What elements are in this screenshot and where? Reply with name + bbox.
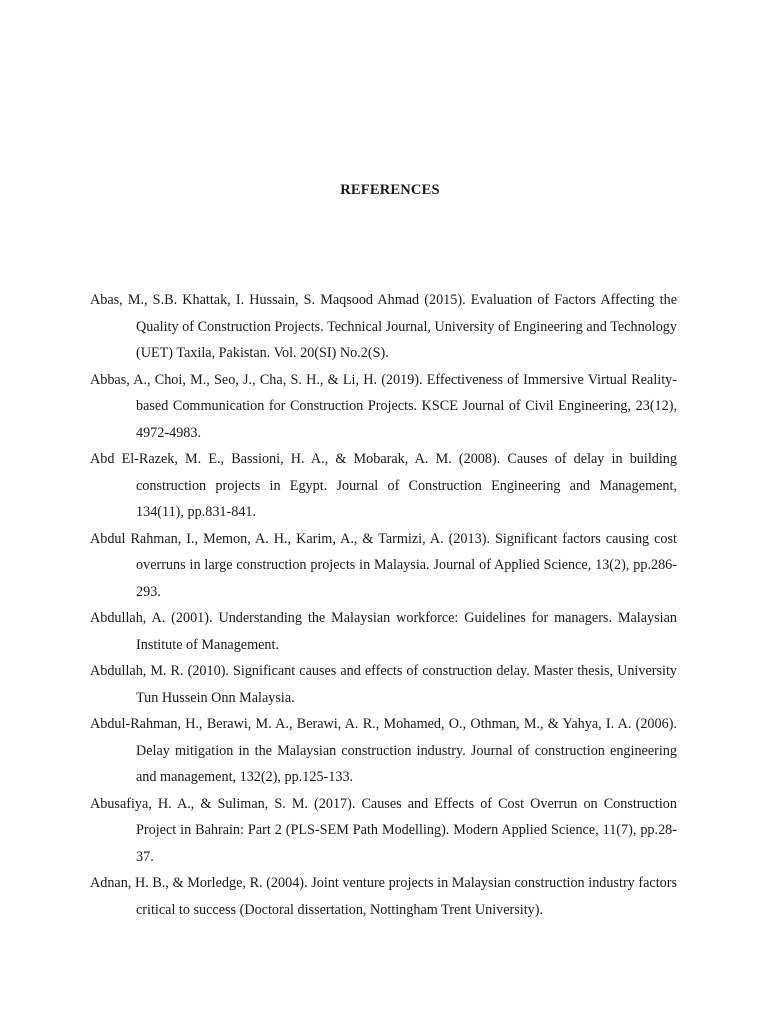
references-heading: REFERENCES — [340, 182, 440, 198]
reference-entry: Abd El-Razek, M. E., Bassioni, H. A., & Mobarak, A. M. (2008). Causes of delay in building construction projects in Egypt. Journal of Construction Engineering and Management, 134(11), pp.831-841. — [90, 451, 677, 520]
reference-entry: Abbas, A., Choi, M., Seo, J., Cha, S. H., & Li, H. (2019). Effectiveness of Immersive Virtual Reality-based Communication for Construction Projects. KSCE Journal of Civil Engineering, 23(12), 4972-4983. — [90, 371, 677, 441]
reference-entry: Adnan, H. B., & Morledge, R. (2004). Joint venture projects in Malaysian construction industry factors critical to success (Doctoral dissertation, Nottingham Trent University). — [90, 875, 677, 918]
reference-entry: Abdul Rahman, I., Memon, A. H., Karim, A., & Tarmizi, A. (2013). Significant factors causing cost overruns in large construction projects in Malaysia. Journal of Applied Science, 13(2), pp.286-293. — [90, 530, 677, 600]
reference-entry: Abusafiya, H. A., & Suliman, S. M. (2017). Causes and Effects of Cost Overrun on Construction Project in Bahrain: Part 2 (PLS-SEM Path Modelling). Modern Applied Science, 11(7), pp.28-37. — [90, 795, 677, 865]
reference-entry: Abdul-Rahman, H., Berawi, M. A., Berawi, A. R., Mohamed, O., Othman, M., & Yahya, I. A. (2006). Delay mitigation in the Malaysian construction industry. Journal of construction engineering and management, 132(2), pp.125-133. — [90, 716, 677, 785]
reference-entry: Abas, M., S.B. Khattak, I. Hussain, S. Maqsood Ahmad (2015). Evaluation of Factors Affecting the Quality of Construction Projects. Technical Journal, University of Engineering and Technology (UET) Taxila, Pakistan. Vol. 20(SI) No.2(S). — [90, 292, 677, 361]
reference-entry: Abdullah, M. R. (2010). Significant causes and effects of construction delay. Master thesis, University Tun Hussein Onn Malaysia. — [90, 663, 677, 706]
reference-entry: Abdullah, A. (2001). Understanding the Malaysian workforce: Guidelines for managers. Malaysian Institute of Management. — [90, 610, 677, 653]
reference-list — [90, 287, 677, 923]
